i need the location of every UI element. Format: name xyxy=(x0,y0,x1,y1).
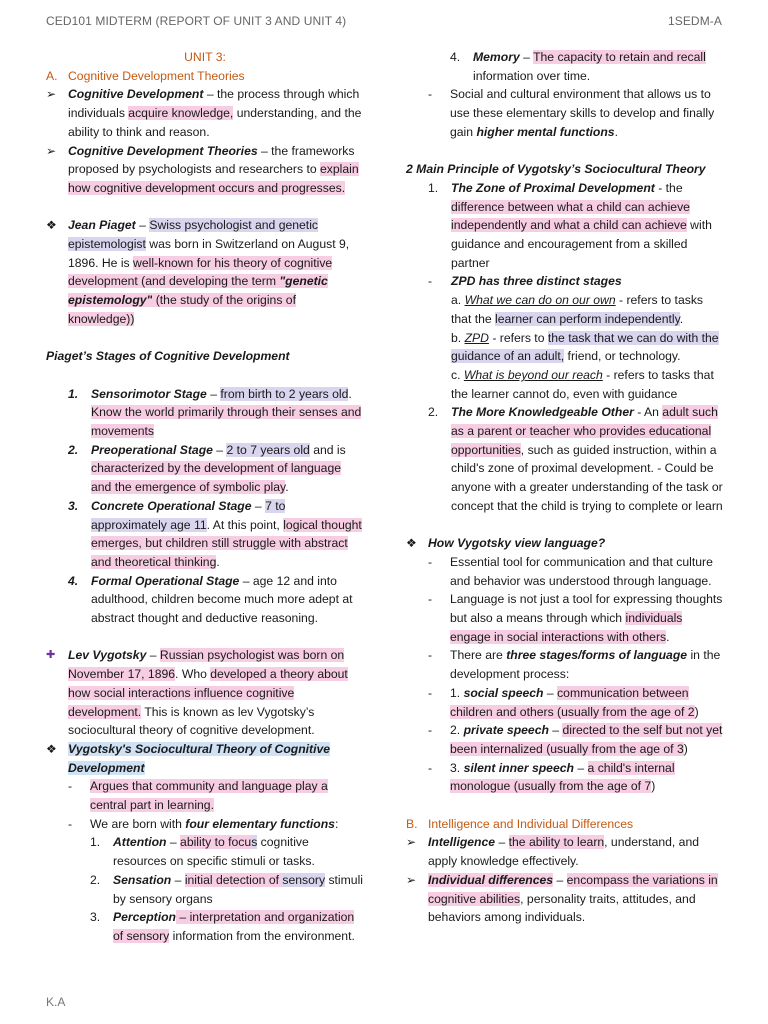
text: friend, or technology. xyxy=(564,349,681,364)
text: was born in Switzerland on August 9, 1896. He is xyxy=(68,237,350,270)
text: understanding, and the ability to think and reason. xyxy=(68,106,362,139)
text: b. xyxy=(451,330,465,345)
dash-item xyxy=(406,646,724,683)
text: – xyxy=(251,498,266,513)
highlight: from birth to 2 years old xyxy=(220,386,349,401)
stage-name: Preoperational Stage xyxy=(91,442,213,457)
function-name: Attention xyxy=(113,835,167,850)
highlight: a child's internal monologue (usually from the age of 7 xyxy=(450,760,675,794)
number: 4. xyxy=(68,573,79,588)
principles-title: 2 Main Principle of Vygotsky’s Sociocultural Theory xyxy=(406,162,706,177)
dash-item xyxy=(406,272,724,291)
language-form-item xyxy=(406,721,724,758)
text: stimuli by sensory organs xyxy=(113,872,363,906)
heading-text: Vygotsky's Sociocultural Theory of Cognitive Development xyxy=(68,741,331,775)
cognitive-development-theories-item xyxy=(46,142,364,198)
number: 2. xyxy=(450,723,461,738)
person-name: Jean Piaget xyxy=(68,218,136,233)
number: 1. xyxy=(450,685,461,700)
text: information from the environment. xyxy=(169,928,355,943)
bold-term: three stages/forms of language xyxy=(506,648,688,663)
section-a-marker: A. xyxy=(46,68,58,83)
footer-initials: K.A xyxy=(46,995,66,1009)
term: Intelligence xyxy=(428,835,496,850)
text: – xyxy=(495,835,509,850)
section-b-marker: B. xyxy=(406,816,418,831)
text: – the frameworks proposed by psychologists and researchers to xyxy=(68,143,355,177)
zpd-stage-c xyxy=(406,366,724,403)
language-heading xyxy=(406,534,724,553)
dash-bullet-icon: - xyxy=(68,816,73,831)
stage-name: Formal Operational Stage xyxy=(91,573,240,588)
underlined-term: What is beyond our reach xyxy=(463,367,603,382)
document-header-section: 1SEDM-A xyxy=(667,14,722,28)
highlight: directed to the self but not yet been internalized (usually from the age of 3 xyxy=(450,723,723,756)
text: and is xyxy=(309,442,346,457)
text: There are xyxy=(450,648,507,663)
highlight: ability to focu xyxy=(180,835,252,850)
text: . Who xyxy=(175,667,211,682)
number: 1. xyxy=(428,180,439,195)
highlight: the ability to learn xyxy=(508,835,605,850)
text: – xyxy=(519,50,534,64)
number: 1. xyxy=(90,835,101,850)
dash-item xyxy=(406,590,724,646)
highlight: communication between children and others (usually from the age of 2 xyxy=(450,685,695,719)
piaget-stages-title: Piaget’s Stages of Cognitive Development xyxy=(46,349,290,364)
arrow-bullet-icon: ➢ xyxy=(406,835,417,850)
highlight: individuals engage in social interactions with others xyxy=(450,611,683,644)
dash-item xyxy=(406,553,724,590)
stage-item xyxy=(46,572,364,628)
number: 2. xyxy=(68,442,79,457)
number: 2. xyxy=(90,872,101,887)
highlight: adult such as a parent or teacher who provides educational opportunities xyxy=(451,405,718,457)
section-b-heading xyxy=(406,815,724,834)
text: This is known as lev Vygotsky’s sociocultural theory of cognitive development. xyxy=(68,704,315,738)
text: - refers to tasks that the xyxy=(451,293,704,326)
lev-vygotsky-item xyxy=(46,646,364,740)
text: . xyxy=(216,554,220,569)
individual-differences-item xyxy=(406,871,724,927)
highlight: s xyxy=(251,835,258,850)
diamond-bullet-icon: ❖ xyxy=(46,218,57,233)
highlight: 7 to approximately age 11 xyxy=(91,498,286,532)
text: cognitive resources on specific stimuli or tasks. xyxy=(113,835,315,869)
highlight: "genetic epistemology" xyxy=(68,274,328,308)
highlight: Russian psychologist was born on November 17, 1896 xyxy=(68,648,345,682)
section-a-heading xyxy=(46,67,364,86)
underlined-term: ZPD xyxy=(464,330,489,345)
text: . xyxy=(679,311,684,326)
highlight: explain how cognitive development occurs and progresses. xyxy=(68,162,359,195)
text: Essential tool for communication and that culture and behavior was understood through language. xyxy=(450,554,713,588)
text: c. xyxy=(451,367,464,382)
stage-name: Sensorimotor Stage xyxy=(91,386,207,401)
text: – xyxy=(135,218,150,233)
stage-item xyxy=(46,441,364,497)
text: – xyxy=(548,723,563,738)
form-name: private speech xyxy=(463,723,549,738)
jean-piaget-item xyxy=(46,216,364,328)
text: – xyxy=(553,872,567,887)
text: - refers to tasks that the learner cannot do, even with guidance xyxy=(451,367,714,401)
highlight: acquire knowledge, xyxy=(128,106,234,121)
left-column xyxy=(46,48,364,946)
text: - An xyxy=(633,405,663,420)
text: Social and cultural environment that allows us to use these elementary skills to develop and finally gain xyxy=(450,87,715,139)
highlight: learner can perform independently xyxy=(495,311,680,326)
text: with guidance and encouragement from a skilled partner xyxy=(451,218,712,270)
function-item xyxy=(46,908,364,945)
dash-item xyxy=(46,777,364,814)
highlight: well-known for his theory of cognitive development (and developing the term xyxy=(68,255,333,289)
text: in the development process: xyxy=(450,648,721,682)
number: 3. xyxy=(450,760,461,775)
text: . xyxy=(348,386,352,401)
function-name: Sensation xyxy=(113,872,172,887)
cognitive-development-item xyxy=(46,85,364,141)
text: a. xyxy=(451,293,465,308)
highlight: – xyxy=(176,910,190,925)
zpd-stage-b xyxy=(406,329,724,366)
bold-term: ZPD has three distinct stages xyxy=(451,274,622,289)
highlight: initial detection of xyxy=(184,872,283,887)
text: - the xyxy=(654,180,683,195)
text: We are born with xyxy=(90,816,186,831)
dash-bullet-icon: - xyxy=(428,592,433,607)
term: Individual differences xyxy=(428,872,554,887)
section-b-title: Intelligence and Individual Differences xyxy=(428,816,634,831)
principle-item xyxy=(406,179,724,273)
principle-name: The More Knowledgeable Other xyxy=(451,405,634,420)
text: . At this point, xyxy=(206,517,284,532)
text: , understand, and apply knowledge effectively. xyxy=(428,835,700,869)
form-name: silent inner speech xyxy=(463,760,574,775)
text: ) xyxy=(683,741,688,756)
text: , personality traits, attitudes, and behaviors among individuals. xyxy=(428,891,696,925)
dash-bullet-icon: - xyxy=(428,648,433,663)
arrow-bullet-icon: ➢ xyxy=(46,143,57,158)
highlight: Know the world primarily through their senses and movements xyxy=(91,405,362,439)
language-form-item xyxy=(406,759,724,796)
highlight: difference between what a child can achieve independently and what a child can achieve xyxy=(451,199,690,233)
function-item xyxy=(406,48,724,85)
text: . xyxy=(614,124,618,139)
highlight: Swiss psychologist and genetic epistemologist xyxy=(68,218,318,252)
text: . xyxy=(666,629,670,644)
intelligence-item xyxy=(406,833,724,870)
dash-bullet-icon: - xyxy=(428,685,433,700)
text: – age 12 and into adulthood, children become much more adept at abstract thought and deductive reasoning. xyxy=(91,573,353,626)
principle-item xyxy=(406,403,724,515)
section-a-title: Cognitive Development Theories xyxy=(68,68,245,83)
text: : xyxy=(334,816,339,831)
unit-title: UNIT 3: xyxy=(184,50,226,64)
right-column xyxy=(406,48,724,927)
dash-bullet-icon: - xyxy=(428,723,433,738)
text: information over time. xyxy=(473,68,591,83)
dash-bullet-icon: - xyxy=(428,554,433,569)
highlight: The capacity to retain and recall xyxy=(533,50,706,64)
text: – xyxy=(573,760,588,775)
term: Cognitive Development xyxy=(68,87,204,102)
text: – xyxy=(171,872,185,887)
highlight: developed a theory about how social interactions influence cognitive development. xyxy=(68,667,348,719)
highlight: logical thought emerges, but children still struggle with abstract and theoretical thinking xyxy=(91,517,362,569)
plus-bullet-icon: ✚ xyxy=(46,649,56,662)
dash-bullet-icon: - xyxy=(428,274,433,289)
arrow-bullet-icon: ➢ xyxy=(406,872,417,887)
sociocultural-theory-heading xyxy=(46,740,364,777)
function-name: Memory xyxy=(473,50,520,64)
language-form-item xyxy=(406,684,724,721)
highlight: 2 to 7 years old xyxy=(226,442,310,457)
text: – xyxy=(146,648,160,663)
function-item xyxy=(46,833,364,870)
highlight: encompass the variations in cognitive abilities xyxy=(428,872,718,906)
text: – xyxy=(166,835,181,850)
number: 1. xyxy=(68,386,79,401)
function-item xyxy=(46,871,364,908)
stage-item xyxy=(46,497,364,572)
form-name: social speech xyxy=(463,685,544,700)
highlight: (the study of the origins of knowledge)) xyxy=(68,293,296,326)
arrow-bullet-icon: ➢ xyxy=(46,87,57,102)
dash-item xyxy=(406,85,724,141)
underlined-term: What we can do on our own xyxy=(464,293,616,308)
highlight: Argues that community and language play a central part in learning. xyxy=(90,779,328,813)
dash-bullet-icon: - xyxy=(68,779,73,794)
number: 2. xyxy=(428,405,439,420)
zpd-stage-a xyxy=(406,291,724,328)
number: 3. xyxy=(90,910,101,925)
text: ) xyxy=(694,704,699,719)
term: Cognitive Development Theories xyxy=(68,143,258,158)
document-header-title: CED101 MIDTERM (REPORT OF UNIT 3 AND UNIT 4) xyxy=(46,14,347,28)
text: – xyxy=(543,685,558,700)
diamond-bullet-icon: ❖ xyxy=(46,741,57,756)
bold-term: four elementary functions xyxy=(185,816,335,831)
text: , such as guided instruction, within a child's zone of proximal development. - Could be anyone with a greater understanding of the task or concept that the child is trying to complete or learn xyxy=(451,442,723,513)
text: . xyxy=(285,480,289,495)
highlight: sensory xyxy=(282,872,326,887)
text: - refers to xyxy=(488,330,548,345)
person-name: Lev Vygotsky xyxy=(68,648,147,663)
text: – the process through which individuals xyxy=(68,87,360,121)
number: 3. xyxy=(68,498,79,513)
stage-name: Concrete Operational Stage xyxy=(91,498,252,513)
bold-term: higher mental functions xyxy=(476,124,615,139)
diamond-bullet-icon: ❖ xyxy=(406,536,417,551)
principle-name: The Zone of Proximal Development xyxy=(451,180,655,195)
dash-bullet-icon: - xyxy=(428,760,433,775)
text: – xyxy=(206,386,221,401)
stage-item xyxy=(46,385,364,441)
highlight: characterized by the development of language and the emergence of symbolic play xyxy=(91,461,342,495)
dash-item xyxy=(46,815,364,834)
number: 4. xyxy=(450,50,461,64)
dash-bullet-icon: - xyxy=(428,87,433,102)
heading-text: How Vygotsky view language? xyxy=(428,536,606,551)
text: Language is not just a tool for expressing thoughts but also a means through which xyxy=(450,592,723,626)
function-name: Perception xyxy=(113,910,176,925)
highlight: interpretation and organization of sensory xyxy=(113,910,355,943)
highlight: the task that we can do with the guidance of an adult, xyxy=(451,330,719,364)
text: – xyxy=(212,442,227,457)
text: ) xyxy=(651,779,656,794)
